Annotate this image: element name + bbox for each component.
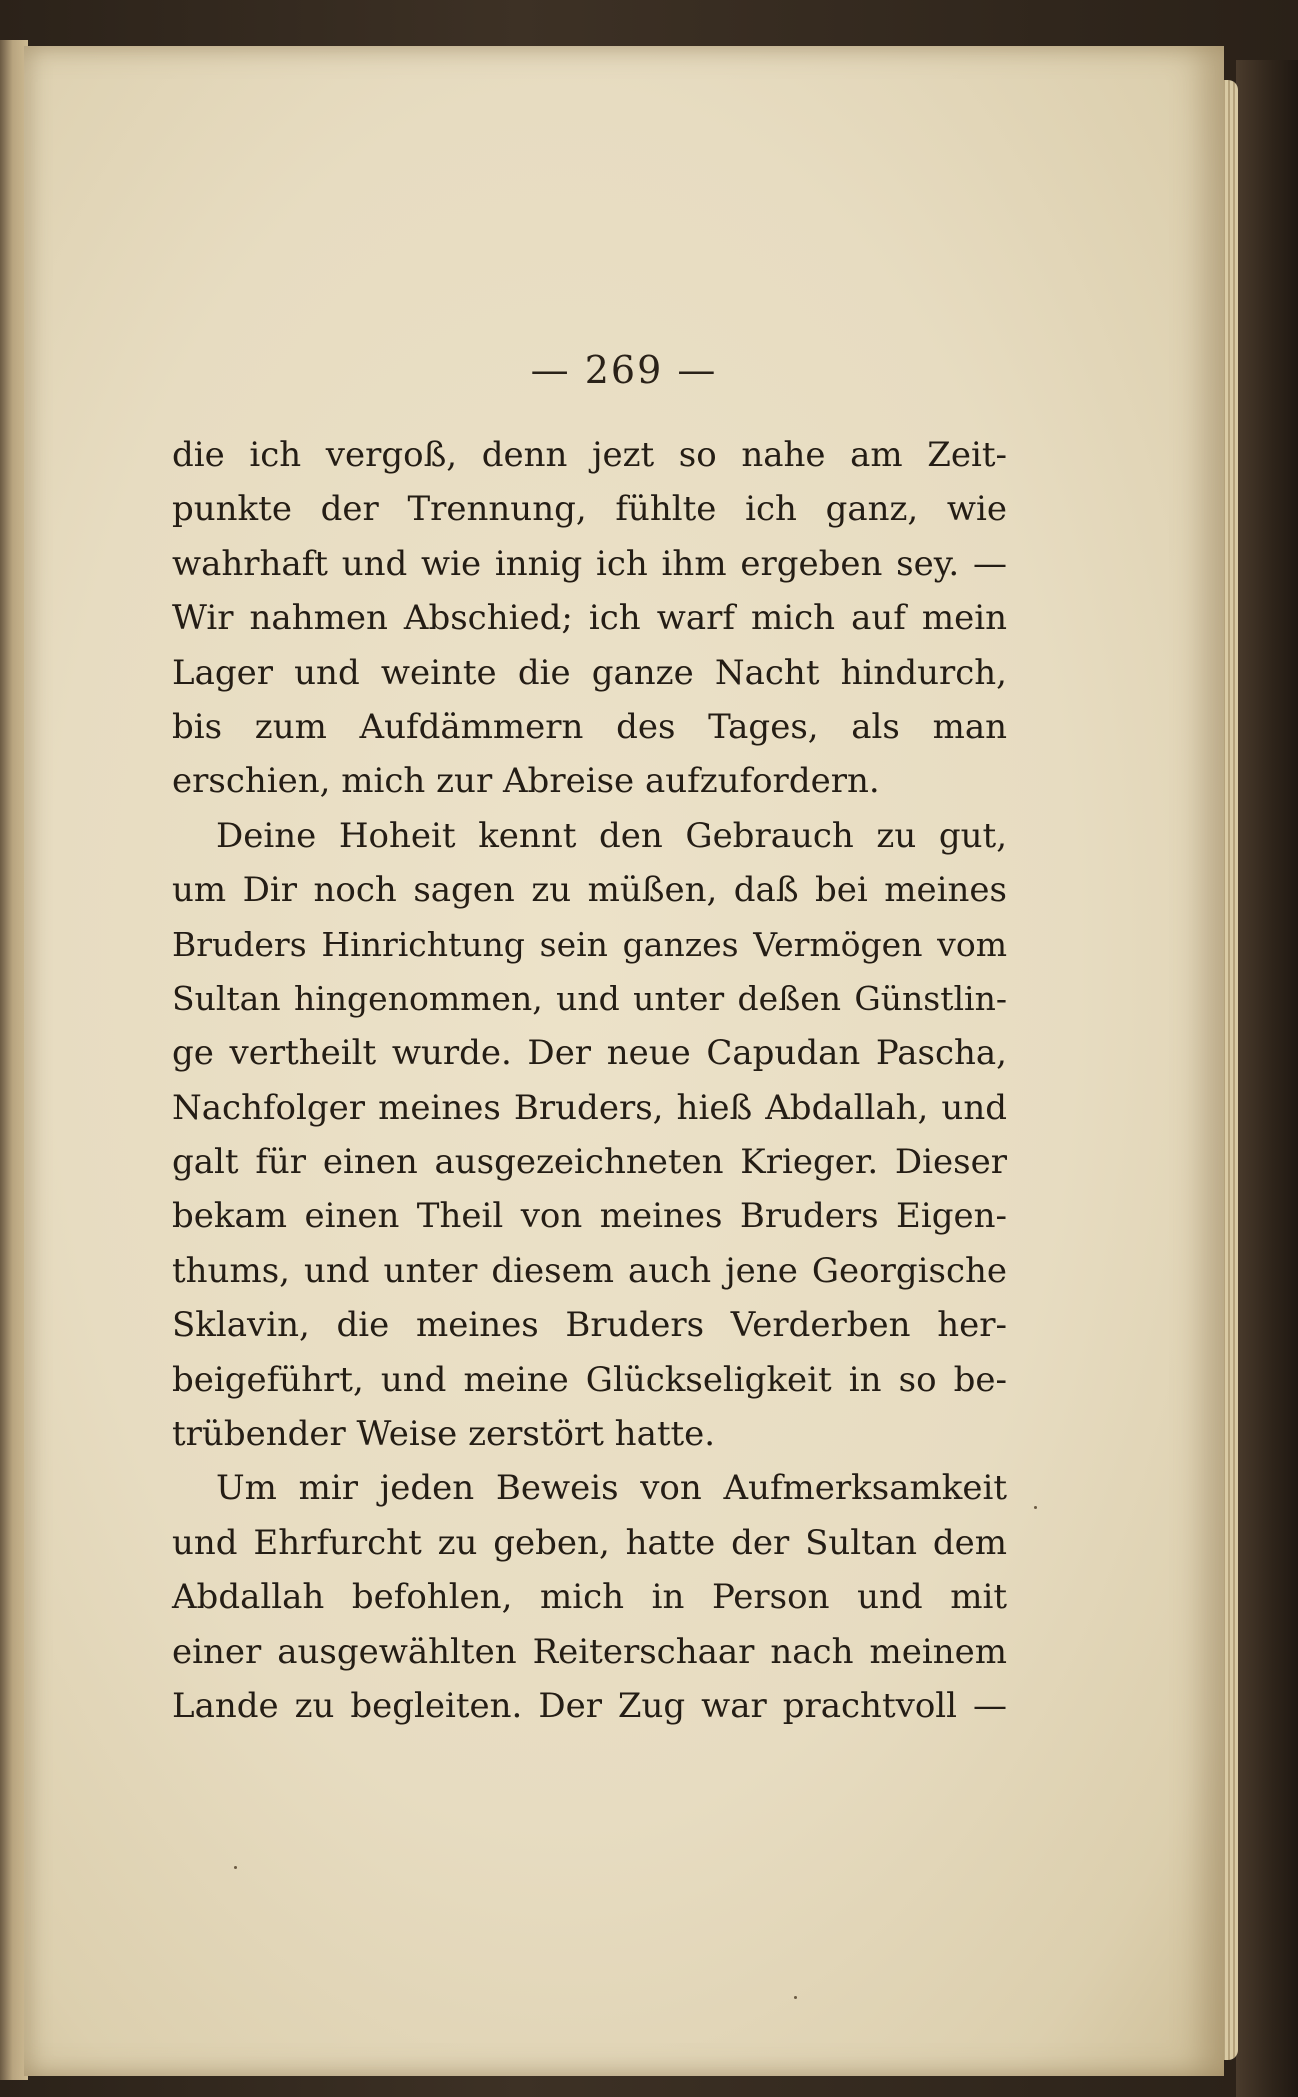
- text-line: die ich vergoß, denn jezt so nahe am Zeit-: [172, 435, 1007, 475]
- page-number: — 269 —: [530, 348, 718, 392]
- text-line: bekam einen Theil von meines Bruders Eigen-: [172, 1196, 1007, 1237]
- text-line: um Dir noch sagen zu müßen, daß bei meines: [172, 870, 1007, 911]
- text-line: ge vertheilt wurde. Der neue Capudan Pascha,: [172, 1033, 1007, 1074]
- text-line: einer ausgewählten Reiterschaar nach meinem: [172, 1631, 1007, 1672]
- text-line: erschien, mich zur Abreise aufzufordern.: [172, 761, 880, 802]
- text-line: Deine Hoheit kennt den Gebrauch zu gut,: [216, 815, 1007, 856]
- paper-speck: [794, 1996, 797, 1999]
- text-line: und Ehrfurcht zu geben, hatte der Sultan dem: [172, 1522, 1007, 1563]
- text-line: Sultan hingenommen, und unter deßen Günstlin-: [172, 978, 1007, 1018]
- text-line: trübender Weise zerstört hatte.: [172, 1414, 716, 1455]
- text-line: Nachfolger meines Bruders, hieß Abdallah, und: [172, 1087, 1007, 1128]
- text-line: bis zum Aufdämmern des Tages, als man: [172, 706, 1007, 747]
- text-line: Lager und weinte die ganze Nacht hindurch,: [172, 652, 1007, 693]
- paragraph: [172, 1461, 1007, 1733]
- book-page: [24, 46, 1224, 2076]
- paper-speck: [1034, 1506, 1037, 1509]
- text-line: Um mir jeden Beweis von Aufmerksamkeit: [216, 1468, 1007, 1509]
- page-text: [172, 428, 1007, 1733]
- text-line: galt für einen ausgezeichneten Krieger. Dieser: [172, 1142, 1007, 1183]
- book-cover-edge: [1236, 60, 1298, 2097]
- text-line: Bruders Hinrichtung sein ganzes Vermögen vom: [172, 924, 1007, 964]
- text-line: wahrhaft und wie innig ich ihm ergeben sey. —: [172, 543, 1007, 584]
- text-line: beigeführt, und meine Glückseligkeit in so be-: [172, 1359, 1007, 1400]
- paragraph: [172, 809, 1007, 1462]
- text-line: punkte der Trennung, fühlte ich ganz, wie: [172, 489, 1007, 530]
- paper-speck: [234, 1866, 237, 1869]
- text-line: thums, und unter diesem auch jene Georgische: [172, 1250, 1007, 1291]
- paragraph: [172, 428, 1007, 809]
- text-line: Wir nahmen Abschied; ich warf mich auf mein: [172, 598, 1007, 639]
- text-line: Lande zu begleiten. Der Zug war prachtvoll —: [172, 1685, 1007, 1726]
- text-line: Abdallah befohlen, mich in Person und mit: [172, 1577, 1007, 1618]
- text-line: Sklavin, die meines Bruders Verderben her-: [172, 1305, 1007, 1346]
